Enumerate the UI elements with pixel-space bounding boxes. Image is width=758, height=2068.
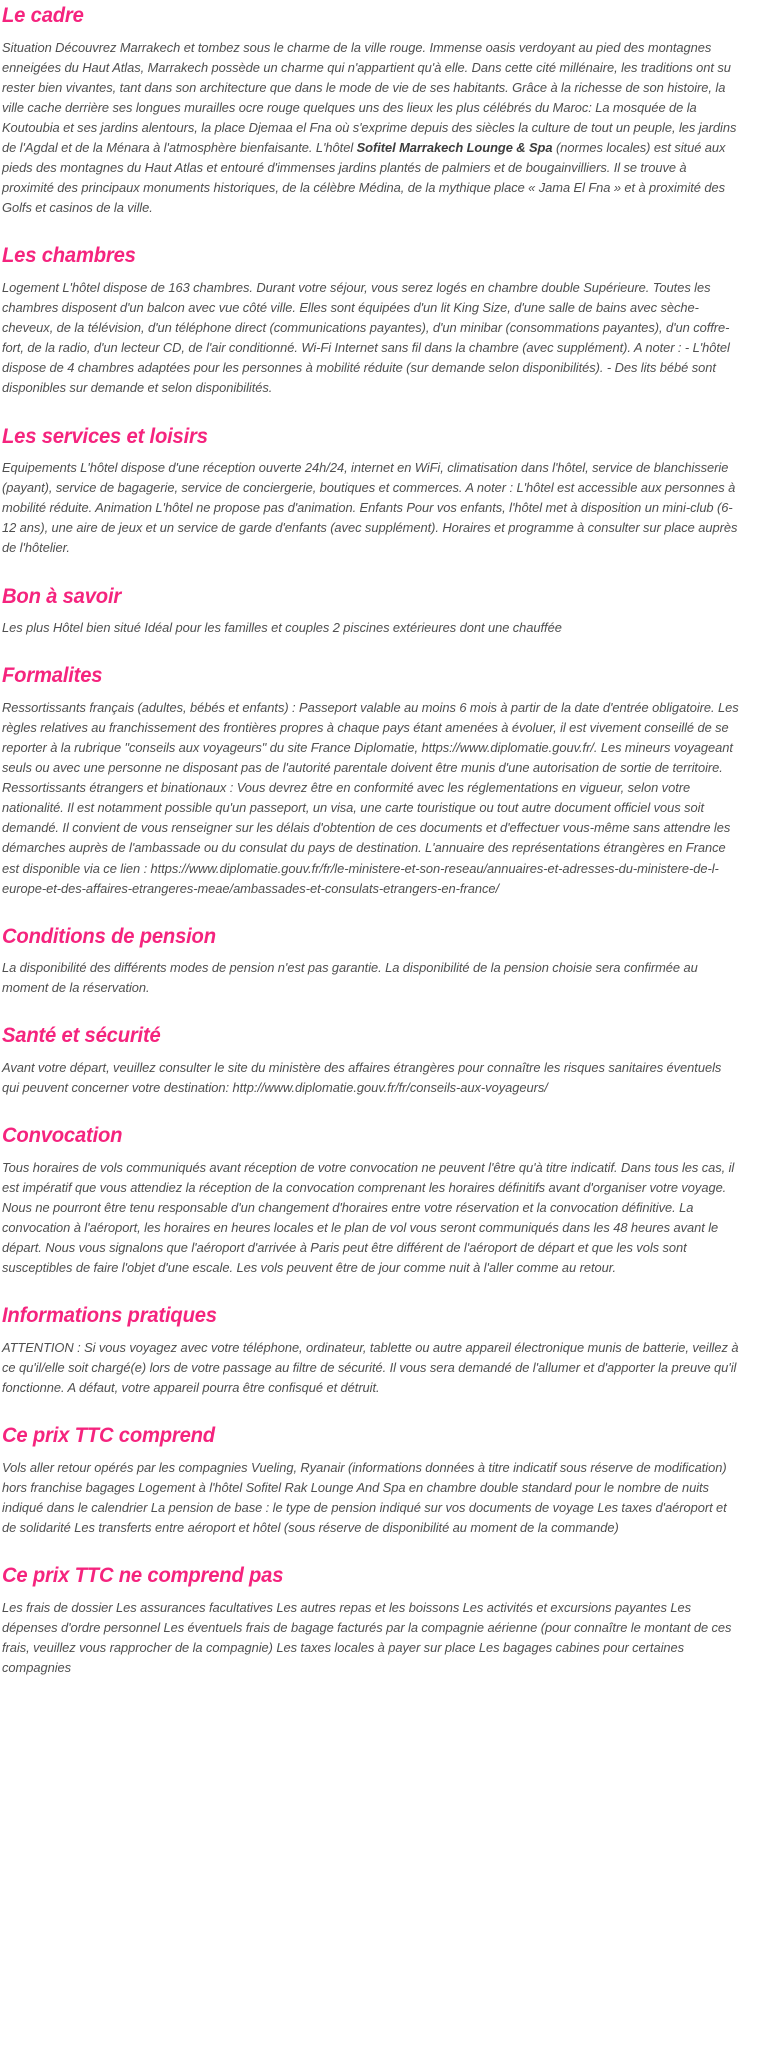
section-ce-prix-ttc-ne-comprend-pas	[2, 1564, 750, 1678]
section-text-conditions-de-pension: La disponibilité des différents modes de pension n'est pas garantie. La disponibilité de la pension choisie sera confirmée au moment de la réservation.	[2, 960, 698, 996]
section-text-informations-pratiques: ATTENTION : Si vous voyagez avec votre téléphone, ordinateur, tablette ou autre appareil électronique munis de batterie, veillez à ce qu'il/elle soit chargé(e) lors de votre passage au filtre de sécurité. Il vous sera demandé de l'allumer et d'apporter la preuve qu'il fonctionne. A défaut, votre appareil pourra être confisqué et détruit.	[2, 1339, 739, 1396]
paragraph-part-post: (normes locales) est situé aux pieds des montagnes du Haut Atlas et entouré d'immenses jardins plantés de palmiers et de bougainvilliers. Il se trouve à proximité des principaux monuments historiques, de la célèbre Médina, de la mythique place « Jama El Fna » et à proximité des Golfs et casinos de la ville.	[2, 140, 726, 216]
section-title-informations-pratiques: Informations pratiques	[2, 1303, 217, 1328]
section-text-le-cadre	[2, 38, 739, 219]
section-text-les-chambres: Logement L'hôtel dispose de 163 chambres. Durant votre séjour, vous serez logés en chambre double Supérieure. Toutes les chambres disposent d'un balcon avec vue côté ville. Elles sont équipées d'un lit King Size, d'une salle de bains avec sèche-cheveux, de la télévision, d'un téléphone direct (communications payantes), d'un minibar (consommations payantes), d'un coffre-fort, de la radio, d'un lecteur CD, de l'air conditionné. Wi-Fi Internet sans fil dans la chambre (avec supplément). A noter : - L'hôtel dispose de 4 chambres adaptées pour les personnes à mobilité réduite (sur demande selon disponibilités). - Des lits bébé sont disponibles sur demande et selon disponibilités.	[2, 279, 730, 396]
section-title-bon-a-savoir: Bon à savoir	[2, 583, 122, 608]
section-title-ce-prix-ttc-ne-comprend-pas: Ce prix TTC ne comprend pas	[2, 1563, 284, 1588]
section-title-les-services-et-loisirs: Les services et loisirs	[2, 423, 208, 448]
section-title-formalites: Formalites	[2, 663, 103, 688]
section-convocation	[2, 1124, 750, 1278]
section-bon-a-savoir	[2, 585, 750, 639]
section-sante-et-securite	[2, 1024, 750, 1098]
section-text-sante-et-securite: Avant votre départ, veuillez consulter le site du ministère des affaires étrangères pour connaître les risques sanitaires éventuels qui peuvent concerner votre destination: http://www.diplomatie.gouv.fr/fr/conseils-aux-voyageurs/	[2, 1060, 722, 1096]
section-conditions-de-pension	[2, 925, 750, 999]
section-text-bon-a-savoir: Les plus Hôtel bien situé Idéal pour les familles et couples 2 piscines extérieures dont une chauffée	[2, 620, 562, 636]
section-title-conditions-de-pension: Conditions de pension	[2, 923, 216, 948]
section-text-convocation: Tous horaires de vols communiqués avant réception de votre convocation ne peuvent l'être qu'à titre indicatif. Dans tous les cas, il est impératif que vous attendiez la réception de la convocation comprenant les horaires définitifs avant d'organiser votre voyage. Nous ne pourront être tenu responsable d'un changement d'horaires entre votre réservation et la convocation définitive. La convocation à l'aéroport, les horaires en heures locales et le plan de vol vous seront communiqués dans les 48 heures avant le départ. Nous vous signalons que l'aéroport d'arrivée à Paris peut être différent de l'aéroport de départ et que les vols sont susceptibles de faire l'objet d'une escale. Les vols peuvent être de jour comme nuit à l'aller comme au retour.	[2, 1159, 735, 1276]
section-text-ce-prix-ttc-comprend: Vols aller retour opérés par les compagnies Vueling, Ryanair (informations données à titre indicatif sous réserve de modification) hors franchise bagages Logement à l'hôtel Sofitel Rak Lounge And Spa en chambre double standard pour le nombre de nuits indiqué dans le calendrier La pension de base : le type de pension indiqué sur vos documents de voyage Les taxes d'aéroport et de solidarité Les transferts entre aéroport et hôtel (sous réserve de disponibilité au moment de la commande)	[2, 1459, 727, 1536]
section-le-cadre	[2, 4, 750, 218]
section-formalites	[2, 664, 750, 899]
hotel-name-emphasis: Sofitel Marrakech Lounge & Spa	[356, 140, 553, 156]
section-les-services-et-loisirs	[2, 425, 750, 559]
section-title-ce-prix-ttc-comprend: Ce prix TTC comprend	[2, 1423, 215, 1448]
section-title-les-chambres: Les chambres	[2, 243, 136, 268]
section-ce-prix-ttc-comprend	[2, 1424, 750, 1538]
paragraph-part-pre: Situation Découvrez Marrakech et tombez sous le charme de la ville rouge. Immense oasis verdoyant au pied des montagnes enneigées du Haut Atlas, Marrakech possède un charme qui n'appartient qu'à elle. Dans cette cité millénaire, les traditions ont su rester bien vivantes, tant dans son architecture que dans le mode de vie de ses habitants. Grâce à la richesse de son histoire, la ville cache derrière ses longues murailles ocre rouge quelques uns des lieux les plus célébrés du Maroc: La mosquée de la Koutoubia et ses jardins alentours, la place Djemaa el Fna où s'exprime depuis des siècles la culture de tout un peuple, les jardins de l'Agdal et de la Ménara à l'atmosphère bienfaisante. L'hôtel	[2, 39, 737, 156]
document-body	[0, 4, 758, 1684]
section-informations-pratiques	[2, 1304, 750, 1398]
section-text-les-services-et-loisirs: Equipements L'hôtel dispose d'une réception ouverte 24h/24, internet en WiFi, climatisation dans l'hôtel, service de blanchisserie (payant), service de bagagerie, service de conciergerie, boutiques et commerces. A noter : L'hôtel est accessible aux personnes à mobilité réduite. Animation L'hôtel ne propose pas d'animation. Enfants Pour vos enfants, l'hôtel met à disposition un mini-club (6-12 ans), une aire de jeux et un service de garde d'enfants (avec supplément). Horaires et programme à consulter sur place auprès de l'hôtelier.	[2, 460, 738, 556]
section-text-formalites: Ressortissants français (adultes, bébés et enfants) : Passeport valable au moins 6 mois à partir de la date d'entrée obligatoire. Les règles relatives au franchissement des frontières propres à chaque pays étant amenées à évoluer, il est vivement conseillé de se reporter à la rubrique "conseils aux voyageurs" du site France Diplomatie, https://www.diplomatie.gouv.fr/. Les mineurs voyageant seuls ou avec une personne ne disposant pas de l'autorité parentale doivent être munis d'une autorisation de sortie de territoire. Ressortissants étrangers et binationaux : Vous devrez être en conformité avec les réglementations en vigueur, selon votre nationalité. Il est notamment possible qu'un passeport, un visa, une carte touristique ou tout autre document officiel vous soit demandé. Il convient de vous renseigner sur les délais d'obtention de ces documents et d'effectuer vous-même sans attendre les démarches auprès de l'ambassade ou du consulat du pays de destination. L'annuaire des représentations étrangères en France est disponible via ce lien : https://www.diplomatie.gouv.fr/fr/le-ministere-et-son-reseau/annuaires-et-adresses-du-ministere-de-l-europe-et-des-affaires-etrangeres-meae/ambassades-et-consulats-etrangers-en-france/	[2, 699, 739, 896]
section-title-sante-et-securite: Santé et sécurité	[2, 1023, 161, 1048]
section-title-le-cadre: Le cadre	[2, 3, 84, 27]
section-text-ce-prix-ttc-ne-comprend-pas: Les frais de dossier Les assurances facultatives Les autres repas et les boissons Les activités et excursions payantes Les dépenses d'ordre personnel Les éventuels frais de bagage facturés par la compagnie aérienne (pour connaître le montant de ces frais, veuillez vous rapprocher de la compagnie) Les taxes locales à payer sur place Les bagages cabines pour certaines compagnies	[2, 1599, 732, 1675]
section-les-chambres	[2, 244, 750, 398]
section-title-convocation: Convocation	[2, 1123, 123, 1148]
